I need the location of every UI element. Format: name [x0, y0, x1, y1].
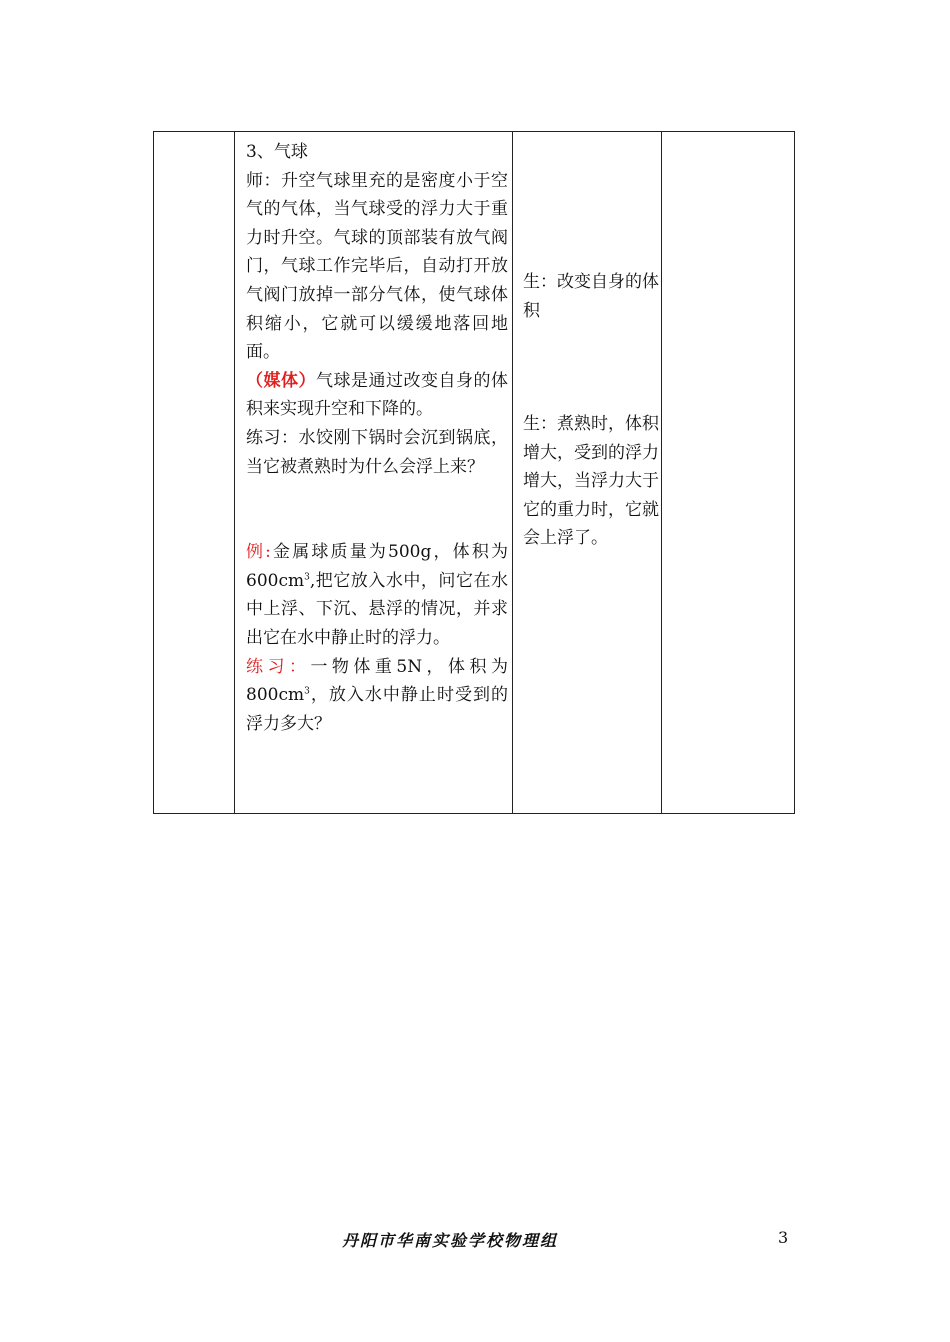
lesson-table: [153, 131, 795, 814]
column-divider: [234, 132, 235, 813]
media-tag: （媒体）: [246, 370, 316, 391]
exercise-2-text-b: ，放入水中静止时受到的浮力多大？: [246, 685, 508, 734]
exercise-1: 练习：水饺刚下锅时会沉到锅底，当它被煮熟时为什么会浮上来？: [246, 427, 508, 477]
exercise-2-superscript: 3: [304, 686, 310, 697]
media-paragraph: [246, 367, 508, 424]
exercise-2-tag: 练习：: [246, 656, 311, 677]
student-answer-1-text: 生：改变自身的体积: [523, 272, 659, 321]
example-text-b: ,把它放入水中，问它在水中上浮、下沉、悬浮的情况，并求出它在水中静止时的浮力。: [246, 570, 508, 648]
teaching-content-cell: [246, 132, 508, 738]
example-superscript: 3: [304, 572, 310, 583]
student-answer-1: [523, 268, 659, 325]
student-answer-2: [523, 410, 659, 553]
footer-school-name: 丹阳市华南实验学校物理组: [342, 1231, 559, 1250]
media-text: 气球是通过改变自身的体积来实现升空和下降的。: [246, 370, 508, 420]
example-tag: 例:: [246, 542, 271, 563]
example-paragraph: [246, 538, 508, 652]
column-divider: [661, 132, 662, 813]
section-heading: 3、气球: [246, 142, 308, 162]
student-answer-2-text: 生：煮熟时，体积增大，受到的浮力增大，当浮力大于它的重力时，它就会上浮了。: [523, 414, 659, 549]
teacher-explanation: 师：升空气球里充的是密度小于空气的气体，当气球受的浮力大于重力时升空。气球的顶部装有放气阀门，气球工作完毕后，自动打开放气阀门放掉一部分气体，使气球体积缩小，它就可以缓缓地落回地面。: [246, 170, 508, 363]
exercise-2-text-a: 一物体重5N，体积为800cm: [246, 656, 508, 706]
page-number: 3: [778, 1228, 789, 1247]
example-text-a: 金属球质量为500g，体积为600cm: [246, 542, 508, 591]
column-divider: [512, 132, 513, 813]
exercise-2: [246, 653, 508, 739]
